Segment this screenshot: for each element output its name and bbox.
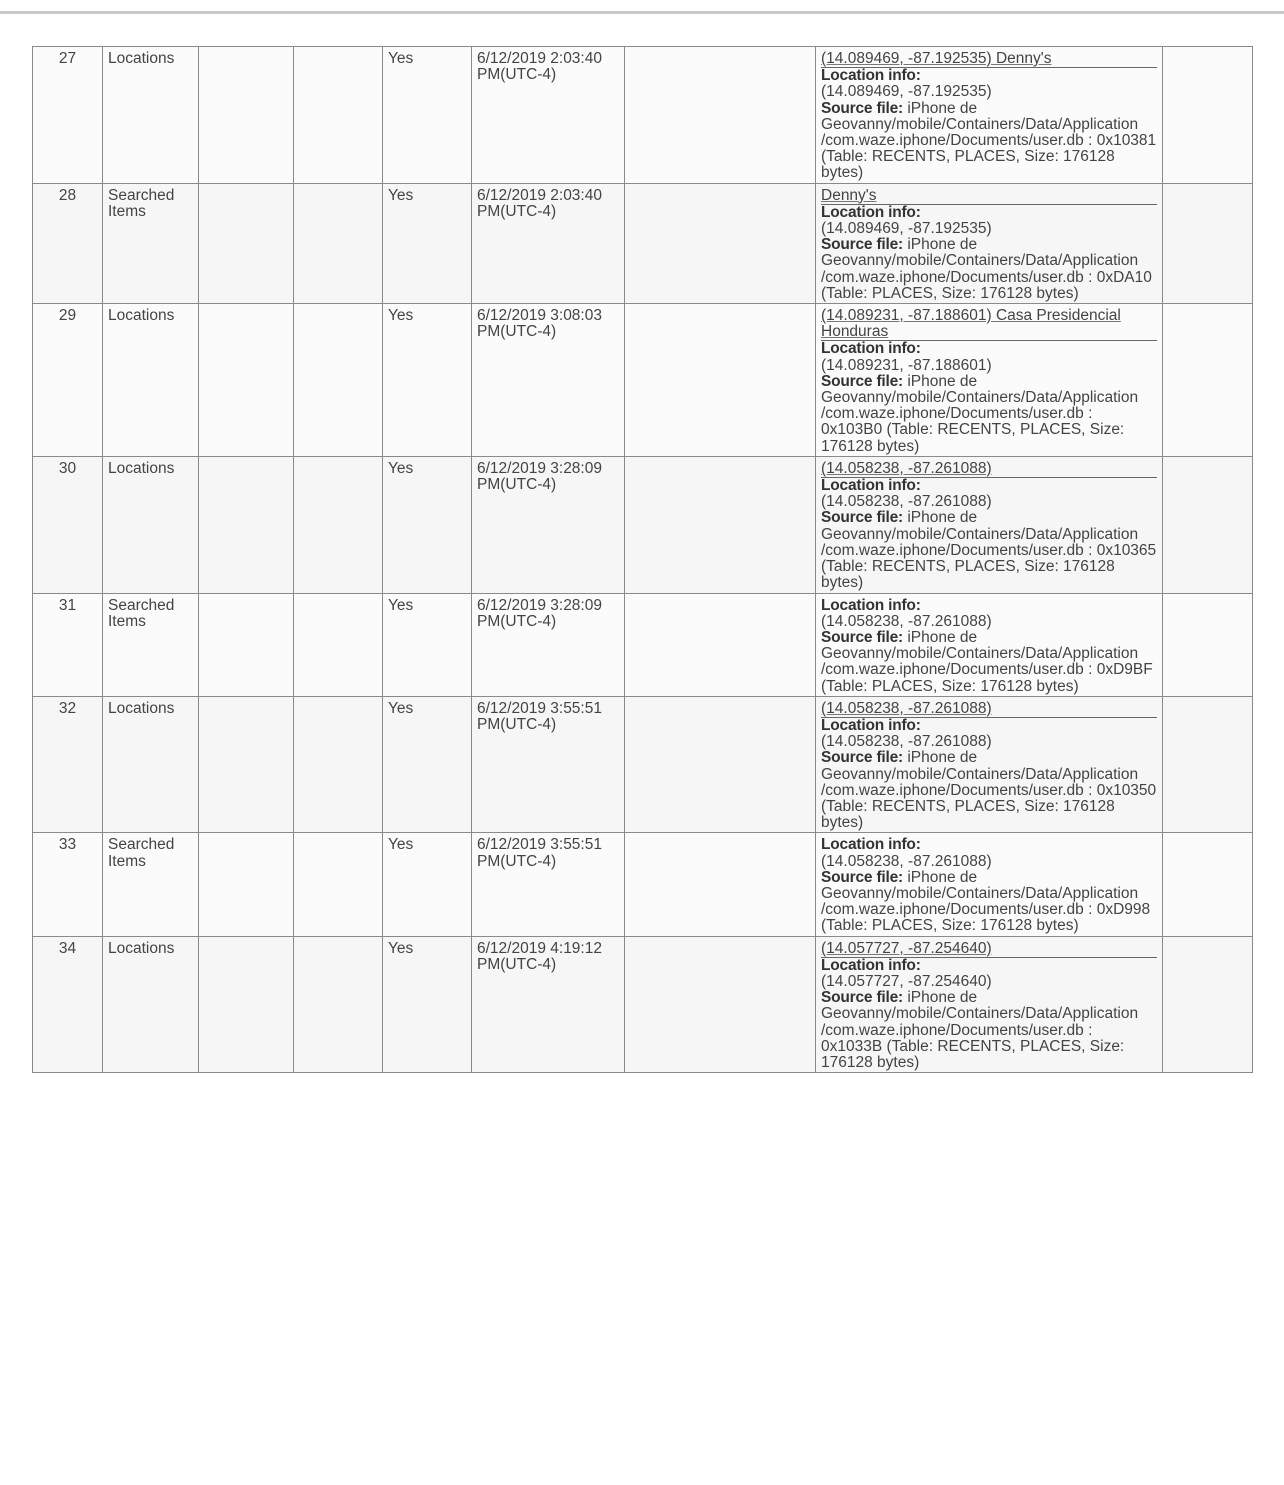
source-file-label: Source file: (821, 99, 904, 117)
deleted-text: Yes (388, 939, 414, 957)
time-text: 6/12/2019 2:03:40 PM(UTC-4) (477, 186, 602, 220)
details-cell (816, 304, 1163, 457)
empty-cell (294, 304, 383, 457)
source-file-label: Source file: (821, 628, 904, 646)
empty-cell (625, 183, 816, 303)
location-info-label: Location info: (821, 716, 921, 734)
row-number-text: 29 (58, 307, 77, 325)
empty-cell (1163, 304, 1253, 457)
location-coordinates: (14.058238, -87.261088) (821, 852, 992, 870)
source-file-path: iPhone de Geovanny/mobile/Containers/Data/Application /com.waze.iphone/Documents/user.db : 0x1033B (Table: RECENTS, PLACES, Size: 176128 bytes) (821, 989, 1139, 1071)
time-cell (472, 47, 625, 184)
empty-cell (1163, 47, 1253, 184)
type-text: Locations (108, 50, 175, 67)
record-title-link[interactable]: (14.089469, -87.192535) Denny's (821, 51, 1157, 68)
row-number (33, 936, 103, 1073)
table-row (33, 456, 1253, 593)
table-row (33, 936, 1253, 1073)
details-cell (816, 593, 1163, 696)
record-title-link[interactable]: (14.058238, -87.261088) (821, 461, 1157, 478)
type-text: Searched Items (108, 836, 175, 870)
deleted-text: Yes (388, 50, 414, 67)
empty-cell (294, 456, 383, 593)
time-cell (472, 593, 625, 696)
details-cell (816, 833, 1163, 936)
row-number (33, 304, 103, 457)
empty-cell (625, 456, 816, 593)
location-info-label: Location info: (821, 67, 921, 85)
empty-cell (625, 47, 816, 184)
location-coordinates: (14.058238, -87.261088) (821, 733, 992, 751)
source-file-path: iPhone de Geovanny/mobile/Containers/Data/Application /com.waze.iphone/Documents/user.db : 0x10381 (Table: RECENTS, PLACES, Size: 176128 bytes) (821, 99, 1157, 182)
details-cell (816, 183, 1163, 303)
time-text: 6/12/2019 3:55:51 PM(UTC-4) (477, 836, 602, 870)
location-info-label: Location info: (821, 477, 921, 495)
row-number-text: 27 (58, 50, 77, 67)
empty-cell (1163, 183, 1253, 303)
empty-cell (1163, 833, 1253, 936)
empty-cell (199, 696, 294, 833)
location-coordinates: (14.089469, -87.192535) (821, 220, 992, 238)
empty-cell (199, 183, 294, 303)
deleted-cell (383, 183, 472, 303)
type-cell (103, 593, 199, 696)
empty-cell (1163, 936, 1253, 1073)
time-cell (472, 936, 625, 1073)
type-text: Searched Items (108, 596, 175, 630)
location-coordinates: (14.058238, -87.261088) (821, 493, 992, 511)
time-text: 6/12/2019 2:03:40 PM(UTC-4) (477, 50, 602, 84)
source-file-label: Source file: (821, 989, 904, 1007)
location-coordinates: (14.089469, -87.192535) (821, 83, 992, 101)
empty-cell (294, 593, 383, 696)
empty-cell (1163, 593, 1253, 696)
row-number (33, 833, 103, 936)
location-coordinates: (14.057727, -87.254640) (821, 972, 992, 990)
empty-cell (199, 936, 294, 1073)
row-number-text: 30 (58, 459, 77, 477)
deleted-cell (383, 833, 472, 936)
details-cell (816, 696, 1163, 833)
row-number-text: 31 (58, 596, 77, 614)
type-text: Locations (108, 307, 175, 325)
details-cell (816, 456, 1163, 593)
table-row (33, 304, 1253, 457)
time-cell (472, 456, 625, 593)
empty-cell (625, 696, 816, 833)
source-file-label: Source file: (821, 868, 904, 886)
source-file-path: iPhone de Geovanny/mobile/Containers/Data/Application /com.waze.iphone/Documents/user.db : 0xD9BF (Table: PLACES, Size: 176128 bytes) (821, 628, 1153, 695)
empty-cell (294, 833, 383, 936)
type-cell (103, 47, 199, 184)
location-coordinates: (14.089231, -87.188601) (821, 356, 992, 374)
row-number-text: 28 (58, 186, 77, 204)
empty-cell (199, 593, 294, 696)
location-info-label: Location info: (821, 340, 921, 358)
row-number (33, 593, 103, 696)
empty-cell (199, 833, 294, 936)
time-cell (472, 304, 625, 457)
deleted-text: Yes (388, 186, 414, 204)
source-file-label: Source file: (821, 509, 904, 527)
location-coordinates: (14.058238, -87.261088) (821, 612, 992, 630)
deleted-cell (383, 936, 472, 1073)
record-title-link[interactable]: (14.058238, -87.261088) (821, 701, 1157, 718)
time-text: 6/12/2019 4:19:12 PM(UTC-4) (477, 939, 602, 973)
top-divider (0, 11, 1284, 14)
row-number-text: 32 (58, 699, 77, 717)
table-row (33, 593, 1253, 696)
empty-cell (294, 47, 383, 184)
deleted-text: Yes (388, 459, 414, 477)
table-row (33, 696, 1253, 833)
type-text: Locations (108, 459, 175, 477)
type-cell (103, 936, 199, 1073)
row-number (33, 47, 103, 184)
row-number (33, 183, 103, 303)
row-number (33, 456, 103, 593)
empty-cell (294, 183, 383, 303)
deleted-cell (383, 696, 472, 833)
empty-cell (199, 304, 294, 457)
empty-cell (199, 456, 294, 593)
type-cell (103, 696, 199, 833)
empty-cell (625, 304, 816, 457)
location-info-label: Location info: (821, 836, 921, 854)
time-cell (472, 833, 625, 936)
record-title-link[interactable]: Denny's (821, 188, 1157, 205)
source-file-path: iPhone de Geovanny/mobile/Containers/Data/Application /com.waze.iphone/Documents/user.db : 0x10350 (Table: RECENTS, PLACES, Size: 176128 bytes) (821, 749, 1157, 832)
source-file-path: iPhone de Geovanny/mobile/Containers/Data/Application /com.waze.iphone/Documents/user.db : 0x10365 (Table: RECENTS, PLACES, Size: 176128 bytes) (821, 509, 1157, 592)
empty-cell (625, 833, 816, 936)
deleted-text: Yes (388, 836, 414, 854)
table-row (33, 183, 1253, 303)
location-info-label: Location info: (821, 203, 921, 221)
time-text: 6/12/2019 3:08:03 PM(UTC-4) (477, 307, 602, 341)
deleted-cell (383, 47, 472, 184)
table-row (33, 47, 1253, 184)
type-cell (103, 183, 199, 303)
type-cell (103, 456, 199, 593)
type-cell (103, 833, 199, 936)
type-text: Locations (108, 939, 175, 957)
empty-cell (294, 936, 383, 1073)
row-number (33, 696, 103, 833)
report-table (32, 46, 1253, 1073)
table-row (33, 833, 1253, 936)
details-cell (816, 47, 1163, 184)
table-body (33, 47, 1253, 1073)
empty-cell (294, 696, 383, 833)
type-cell (103, 304, 199, 457)
details-cell (816, 936, 1163, 1073)
deleted-text: Yes (388, 307, 414, 325)
deleted-text: Yes (388, 596, 414, 614)
deleted-cell (383, 456, 472, 593)
time-cell (472, 183, 625, 303)
time-cell (472, 696, 625, 833)
deleted-cell (383, 304, 472, 457)
location-info-label: Location info: (821, 596, 921, 614)
source-file-label: Source file: (821, 372, 904, 390)
source-file-path: iPhone de Geovanny/mobile/Containers/Data/Application /com.waze.iphone/Documents/user.db : 0xD998 (Table: PLACES, Size: 176128 bytes) (821, 868, 1151, 935)
source-file-path: iPhone de Geovanny/mobile/Containers/Data/Application /com.waze.iphone/Documents/user.db : 0xDA10 (Table: PLACES, Size: 176128 bytes) (821, 236, 1152, 302)
empty-cell (199, 47, 294, 184)
record-title-link[interactable]: (14.089231, -87.188601) Casa Presidencial Honduras (821, 308, 1157, 341)
empty-cell (1163, 456, 1253, 593)
row-number-text: 34 (58, 939, 77, 957)
row-number-text: 33 (58, 836, 77, 854)
empty-cell (1163, 696, 1253, 833)
time-text: 6/12/2019 3:55:51 PM(UTC-4) (477, 699, 602, 733)
deleted-cell (383, 593, 472, 696)
location-info-label: Location info: (821, 956, 921, 974)
source-file-path: iPhone de Geovanny/mobile/Containers/Data/Application /com.waze.iphone/Documents/user.db : 0x103B0 (Table: RECENTS, PLACES, Size: 176128 bytes) (821, 372, 1139, 455)
type-text: Searched Items (108, 186, 175, 220)
time-text: 6/12/2019 3:28:09 PM(UTC-4) (477, 459, 602, 494)
record-title-link[interactable]: (14.057727, -87.254640) (821, 941, 1157, 958)
empty-cell (625, 936, 816, 1073)
source-file-label: Source file: (821, 749, 904, 767)
empty-cell (625, 593, 816, 696)
source-file-label: Source file: (821, 236, 904, 254)
time-text: 6/12/2019 3:28:09 PM(UTC-4) (477, 596, 602, 630)
type-text: Locations (108, 699, 175, 717)
deleted-text: Yes (388, 699, 414, 717)
